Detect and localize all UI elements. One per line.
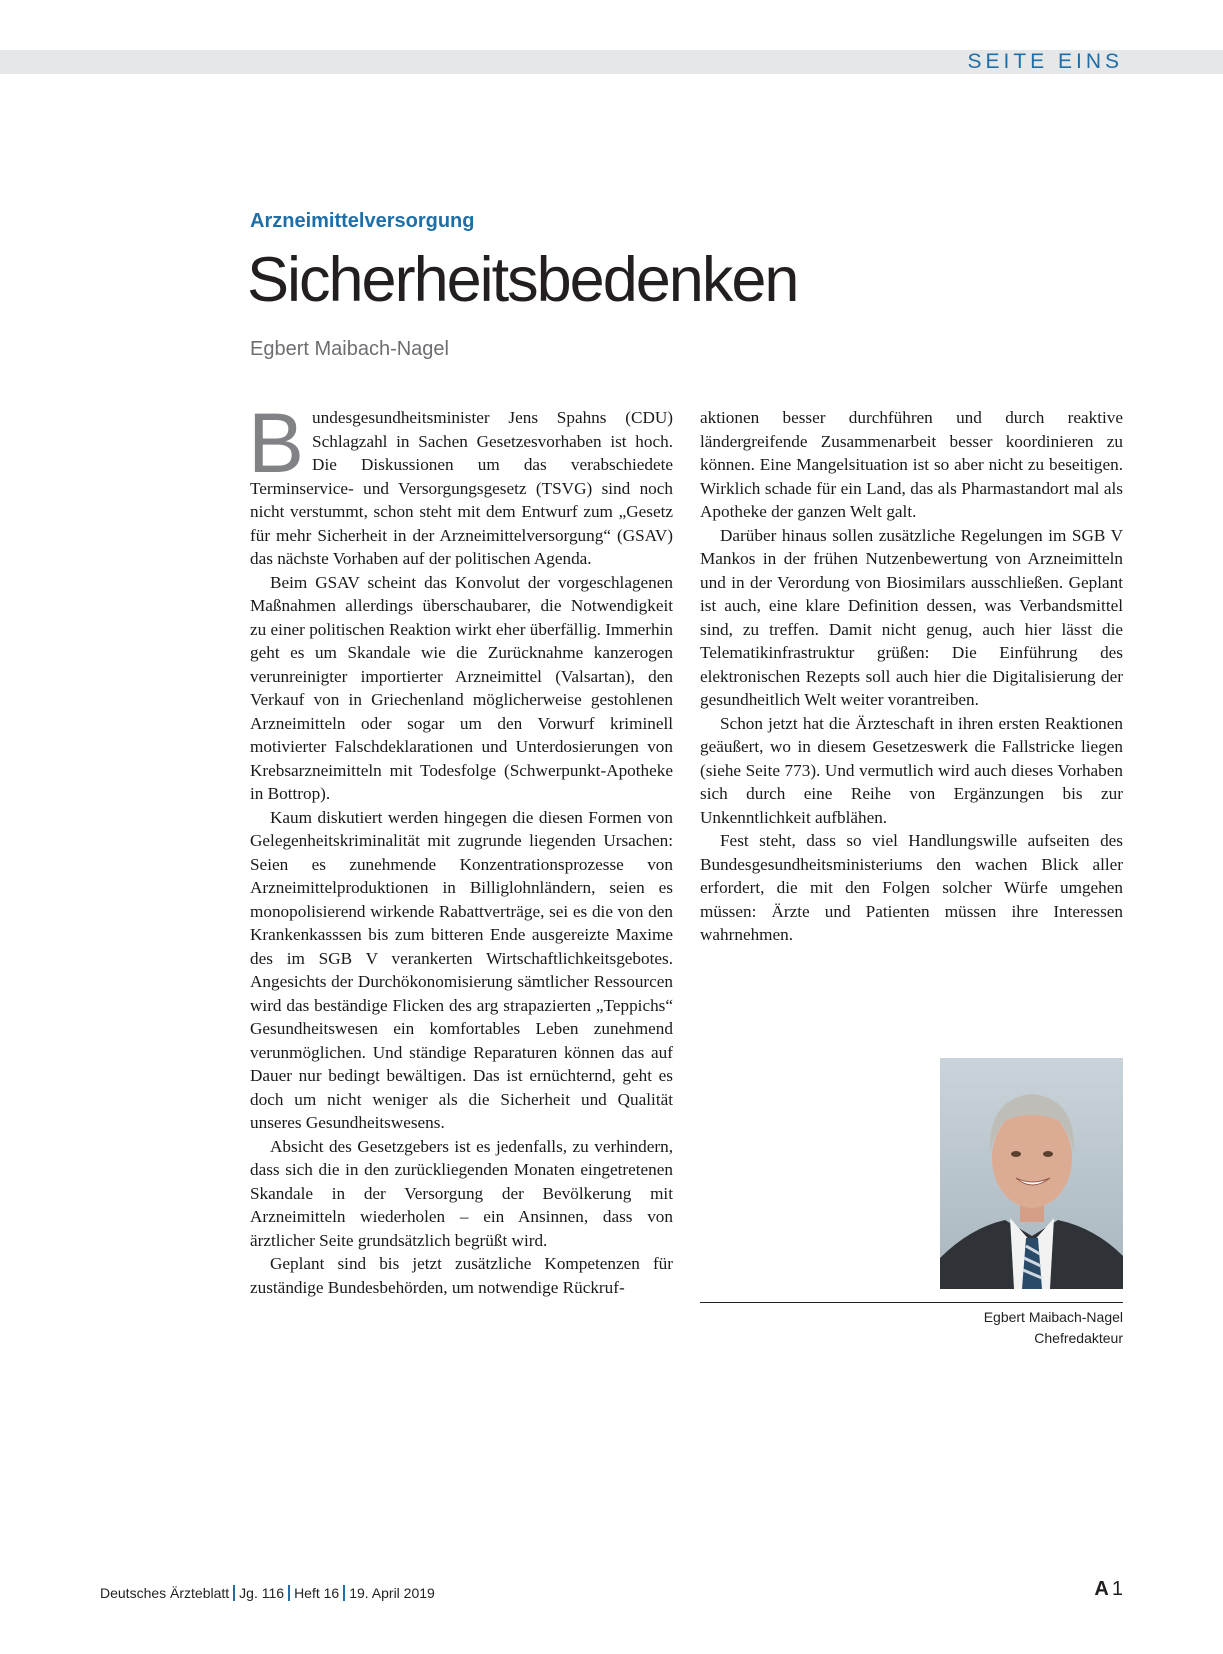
paragraph: Kaum diskutiert werden hingegen die diesen Formen von Gelegenheitskriminalität mit zugrunde liegenden Ursachen: Seien es zunehmende Konzentrationsprozesse von Arzneimittelproduktionen in Billiglohnländern, seien es monopolisierend wirkende Rabattverträge, sei es die von den Krankenkasssen bis zum bitteren Ende ausgereizte Maxime des im SGB V verankerten Wirtschaftlichkeitsgebotes. Angesichts der Durchökonomisierung sämtlicher Ressourcen wird das beständige Flicken des arg strapazierten „Teppichs“ Gesundheitswesen ein komfortables Leben zunehmend verunmöglichen. Und ständige Reparaturen können das auf Dauer nur bedingt bewältigen. Das ist ernüchternd, geht es doch um nicht weniger als die Sicherheit und Qualität unseres Gesundheitswesens.	[250, 807, 673, 1132]
footer-separator	[288, 1585, 290, 1601]
page-number	[1094, 1578, 1123, 1601]
footer-separator	[343, 1585, 345, 1601]
drop-cap: B	[248, 396, 305, 490]
caption-name: Egbert Maibach-Nagel	[983, 1309, 1123, 1325]
article-title: Sicherheitsbedenken	[247, 245, 798, 315]
issue: Heft 16	[294, 1585, 340, 1601]
page-prefix: A	[1094, 1578, 1109, 1600]
volume: Jg. 116	[239, 1585, 285, 1601]
portrait-image	[940, 1058, 1123, 1289]
paragraph: Beim GSAV scheint das Konvolut der vorgeschlagenen Maßnahmen allerdings überschaubarer, die Notwendigkeit zu einer politischen Reaktion wirkt eher überfällig. Immerhin geht es um Skandale wie die Zurücknahme kanzerogen verunreinigter importierter Arzneimittel (Valsartan), den Verkauf von in Griechenland möglicherweise gestohlenen Arzneimitteln oder sogar um den Vorwurf kriminell motivierter Falschdeklarationen und Unterdosierungen von Krebsarzneimitteln mit Todesfolge (Schwerpunkt-Apotheke in Bottrop).	[250, 572, 673, 803]
photo-caption	[984, 1307, 1123, 1349]
article-author: Egbert Maibach-Nagel	[250, 338, 449, 360]
paragraph: Darüber hinaus sollen zusätzliche Regelungen im SGB V Mankos in der frühen Nutzenbewertung von Arzneimitteln und in der Verordung von Biosimilars ausschließen. Geplant ist auch, eine klare Definition dessen, was Verbandsmittel sind, zu treffen. Damit nicht genug, auch hier lässt die Telematikinfrastruktur grüßen: Die Einführung des elektronischen Rezepts soll auch hier die Digitalisierung der gesundheitlich Welt weiter vorantreiben.	[700, 525, 1123, 709]
publication-name: Deutsches Ärzteblatt	[100, 1585, 230, 1601]
issue-date: 19. April 2019	[349, 1585, 435, 1601]
page-digit: 1	[1111, 1578, 1123, 1600]
paragraph: aktionen besser durchführen und durch reaktive ländergreifende Zusammenarbeit besser koordinieren zu können. Eine Mangelsituation ist so aber nicht zu beseitigen. Wirklich schade für ein Land, das als Pharmastandort mal als Apotheke der ganzen Welt galt.	[700, 408, 1123, 521]
section-label: SEITE EINS	[967, 50, 1123, 73]
paragraph: Geplant sind bis jetzt zusätzliche Kompetenzen für zuständige Bundesbehörden, um notwendige Rückruf-	[250, 1254, 673, 1297]
footer-separator	[233, 1585, 235, 1601]
left-column	[248, 396, 673, 1299]
article-kicker: Arzneimittelversorgung	[250, 210, 475, 232]
paragraph: Absicht des Gesetzgebers ist es jedenfalls, zu verhindern, dass sich die in den zurückliegenden Monaten eingetretenen Skandale in der Versorgung der Bevölkerung mit Arzneimitteln wiederholen – ein Ansinnen, dass von ärztlicher Seite grundsätzlich begrüßt wird.	[250, 1136, 673, 1250]
author-photo	[940, 1058, 1123, 1289]
paragraph: Schon jetzt hat die Ärzteschaft in ihren ersten Reaktionen geäußert, wo in diesem Gesetzeswerk die Fallstricke liegen (siehe Seite 773). Und vermutlich wird auch dieses Vorhaben sich durch eine Reihe von Ergänzungen bis zur Unkenntlichkeit aufblähen.	[700, 713, 1123, 827]
right-column	[700, 406, 1123, 947]
footer	[100, 1585, 435, 1601]
caption-rule	[700, 1302, 1123, 1303]
paragraph	[248, 396, 673, 571]
paragraph-text: undesgesundheitsminister Jens Spahns (CDU) Schlagzahl in Sachen Gesetzesvorhaben ist hoch. Die Diskussionen um das verabschiedete Terminservice- und Versorgungsgesetz (TSVG) sind noch nicht verstummt, schon steht mit dem Entwurf zum „Gesetz für mehr Sicherheit in der Arzneimittelversorgung“ (GSAV) das nächste Vorhaben auf der politischen Agenda.	[250, 408, 673, 568]
paragraph: Fest steht, dass so viel Handlungswille aufseiten des Bundesgesundheitsministeriums den wachen Blick aller erfordert, die mit den Folgen solcher Würfe umgehen müssen: Ärzte und Patienten müssen ihre Interessen wahrnehmen.	[700, 831, 1123, 944]
caption-role: Chefredakteur	[1034, 1330, 1123, 1346]
